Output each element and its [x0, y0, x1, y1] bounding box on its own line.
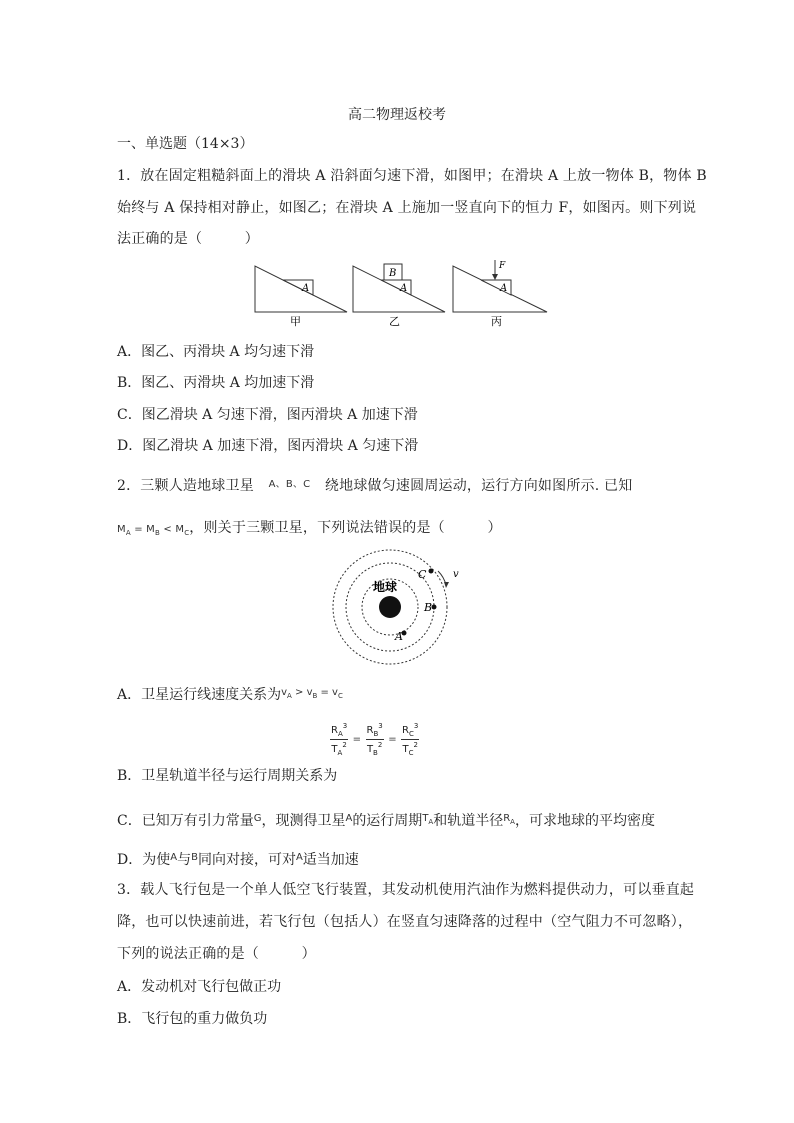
q2-satellites: A、B、C: [268, 479, 311, 490]
q2-option-d: D．为使$^A$与$^B$同向对接，可对$^A$适当加速: [117, 852, 359, 868]
section-heading: 一、单选题（14×3）: [117, 136, 254, 152]
incline-bing: [453, 260, 547, 312]
label-a-yi: A: [400, 283, 408, 294]
q1-line3: 法正确的是（ ）: [117, 231, 259, 247]
caption-jia: 甲: [290, 315, 301, 328]
label-a-bing: A: [500, 283, 508, 294]
q2-line2: [117, 518, 502, 543]
satellite-a-label: A: [395, 630, 403, 643]
q3-line3: 下列的说法正确的是（ ）: [117, 946, 316, 962]
q1-option-d: D．图乙滑块 A 加速下滑，图丙滑块 A 匀速下滑: [117, 438, 419, 454]
kepler-relation: $\frac{R_A^3}{T_A^2}$ = $\frac{R_B^3}{T_B^2}$ = $\frac{R_C^3}{T_C^2}$: [331, 722, 419, 757]
velocity-label: v: [453, 569, 459, 580]
incline-yi: [353, 264, 445, 312]
q3-line2: 降，也可以快速前进，若飞行包（包括人）在竖直匀速降落的过程中（空气阻力不可忽略），: [117, 914, 693, 930]
q2-line1: [117, 475, 632, 496]
caption-yi: 乙: [389, 315, 400, 328]
q3-option-a: A．发动机对飞行包做正功: [117, 979, 282, 995]
q1-option-a: A．图乙、丙滑块 A 均匀速下滑: [117, 344, 315, 360]
q1-line1: 1．放在固定粗糙斜面上的滑块 A 沿斜面匀速下滑，如图甲；在滑块 A 上放一物体 B，物体 B: [117, 168, 707, 184]
q2-mass-relation: $M_A = M_B < M_C$: [117, 524, 190, 537]
page-title: 高二物理返校考: [348, 107, 446, 123]
q2-orbit-figure: [328, 549, 468, 669]
q2-option-a: A．卫星运行线速度关系为$^{v_A > v_B = v_C}$: [117, 687, 343, 703]
q2-option-c: C．已知万有引力常量$^G$，现测得卫星$^A$的运行周期$^{T_A}$和轨道半径$^{R_A}$，可求地球的平均密度: [117, 813, 655, 829]
q2-line1-post: 绕地球做匀速圆周运动，运行方向如图所示. 已知: [324, 478, 633, 494]
label-a-jia: A: [302, 283, 310, 294]
q2-line1-pre: 2．三颗人造地球卫星: [117, 478, 254, 494]
label-b-yi: B: [389, 268, 397, 279]
q1-option-b: B．图乙、丙滑块 A 均加速下滑: [117, 375, 315, 391]
speed-relation: vA > vB = vC: [281, 687, 343, 700]
satellite-c-label: C: [418, 568, 427, 581]
satellite-b-label: B: [424, 601, 433, 614]
incline-jia: [255, 266, 347, 312]
label-f-bing: F: [499, 261, 506, 271]
q1-incline-figure: [250, 258, 550, 330]
caption-bing: 丙: [491, 315, 502, 328]
q2-line2-post: ，则关于三颗卫星，下列说法错误的是（ ）: [189, 520, 502, 536]
earth-label: 地球: [373, 580, 398, 594]
q1-line2: 始终与 A 保持相对静止，如图乙；在滑块 A 上施加一竖直向下的恒力 F，如图丙。则下列说: [117, 200, 697, 216]
q3-option-b: B．飞行包的重力做负功: [117, 1011, 268, 1027]
q2-option-b: B．卫星轨道半径与运行周期关系为: [117, 768, 338, 784]
q3-line1: 3．载人飞行包是一个单人低空飞行装置，其发动机使用汽油作为燃料提供动力，可以垂直起: [117, 882, 695, 898]
q1-option-c: C．图乙滑块 A 匀速下滑，图丙滑块 A 加速下滑: [117, 407, 418, 423]
